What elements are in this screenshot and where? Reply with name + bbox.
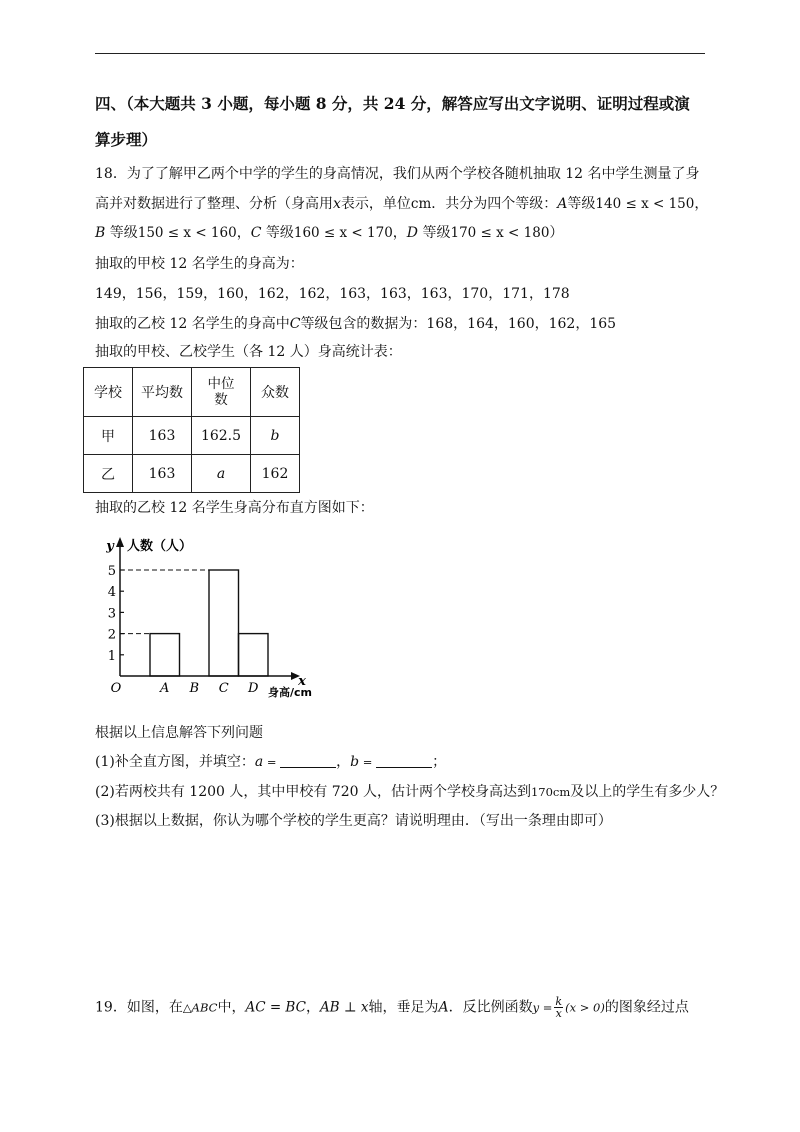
table-header-cell: 平均数 xyxy=(133,368,192,417)
table-title: 抽取的甲校、乙校学生（各 12 人）身高统计表： xyxy=(95,344,402,360)
histogram-bar xyxy=(239,634,269,676)
school-b-c-data: 抽取的乙校 12 名学生的身高中C等级包含的数据为：168，164，160，162，165 xyxy=(95,316,617,332)
origin-label: O xyxy=(110,681,122,696)
table-cell: 163 xyxy=(133,455,192,493)
table-header-cell: 众数 xyxy=(251,368,300,417)
x-axis-var: x xyxy=(298,674,306,689)
x-axis-label: 身高/cm xyxy=(268,686,312,699)
q18-intro-line2: 高并对数据进行了整理、分析（身高用x表示，单位cm．共分为四个等级：A等级140 ≤ x < 150， xyxy=(95,196,709,212)
table-cell: a xyxy=(192,455,251,493)
question-3: (3)根据以上数据，你认为哪个学校的学生更高？请说明理由．（写出一条理由即可） xyxy=(95,813,612,829)
section-heading-cont: 算步理） xyxy=(95,130,158,149)
category-label: B xyxy=(189,681,200,696)
questions-title: 根据以上信息解答下列问题 xyxy=(95,725,263,741)
histogram-title: 抽取的乙校 12 名学生身高分布直方图如下： xyxy=(95,500,374,516)
q18-intro: 18．为了了解甲乙两个中学的学生的身高情况，我们从两个学校各随机抽取 12 名中学生测量了身 xyxy=(95,166,700,182)
y-tick-label: 5 xyxy=(107,564,116,579)
table-cell: 162 xyxy=(251,455,300,493)
y-axis-label: 人数（人） xyxy=(127,539,193,554)
table-cell: 甲 xyxy=(84,417,133,455)
category-label: C xyxy=(218,681,229,696)
y-tick-label: 2 xyxy=(107,627,116,643)
table-cell: b xyxy=(251,417,300,455)
q19-intro: 19．如图，在△ABC中，AC = BC，AB ⊥ x轴，垂足为A．反比例函数y = $\frac{k}{x}$ (x > 0)的图象经过点 xyxy=(95,995,689,1020)
fraction-k-over-x: $\frac{k}{x}$ xyxy=(555,995,563,1020)
table-cell: 乙 xyxy=(84,455,133,493)
table-cell: 163 xyxy=(133,417,192,455)
category-label: A xyxy=(160,681,170,696)
question-1: (1)补全直方图，并填空：a = ，b = ； xyxy=(95,754,447,770)
table-cell: 162.5 xyxy=(192,417,251,455)
category-label: D xyxy=(248,681,259,696)
y-tick-label: 1 xyxy=(107,648,116,664)
y-tick-label: 3 xyxy=(107,606,116,622)
school-a-title: 抽取的甲校 12 名学生的身高为： xyxy=(95,256,304,272)
answer-blank-b[interactable] xyxy=(376,753,432,768)
answer-blank-a[interactable] xyxy=(280,753,336,768)
histogram-bar xyxy=(150,634,180,676)
y-axis-arrow-icon xyxy=(116,537,124,547)
section-heading: 四、（本大题共 3 小题，每小题 8 分，共 24 分，解答应写出文字说明、证明过程或演 xyxy=(95,94,690,113)
y-axis-var: y xyxy=(106,539,114,554)
school-a-data: 149，156，159，160，162，162，163，163，163，170，171，178 xyxy=(95,286,570,302)
histogram-bar xyxy=(209,570,239,676)
table-header-cell: 学校 xyxy=(84,368,133,417)
table-header-cell: 中位 数 xyxy=(192,368,251,417)
q18-grades-line: B 等级150 ≤ x < 160，C 等级160 ≤ x < 170，D 等级170 ≤ x < 180） xyxy=(95,225,564,241)
question-2: (2)若两校共有 1200 人，其中甲校有 720 人，估计两个学校身高达到170cm及以上的学生有多少人？ xyxy=(95,784,725,800)
y-tick-label: 4 xyxy=(107,585,116,601)
